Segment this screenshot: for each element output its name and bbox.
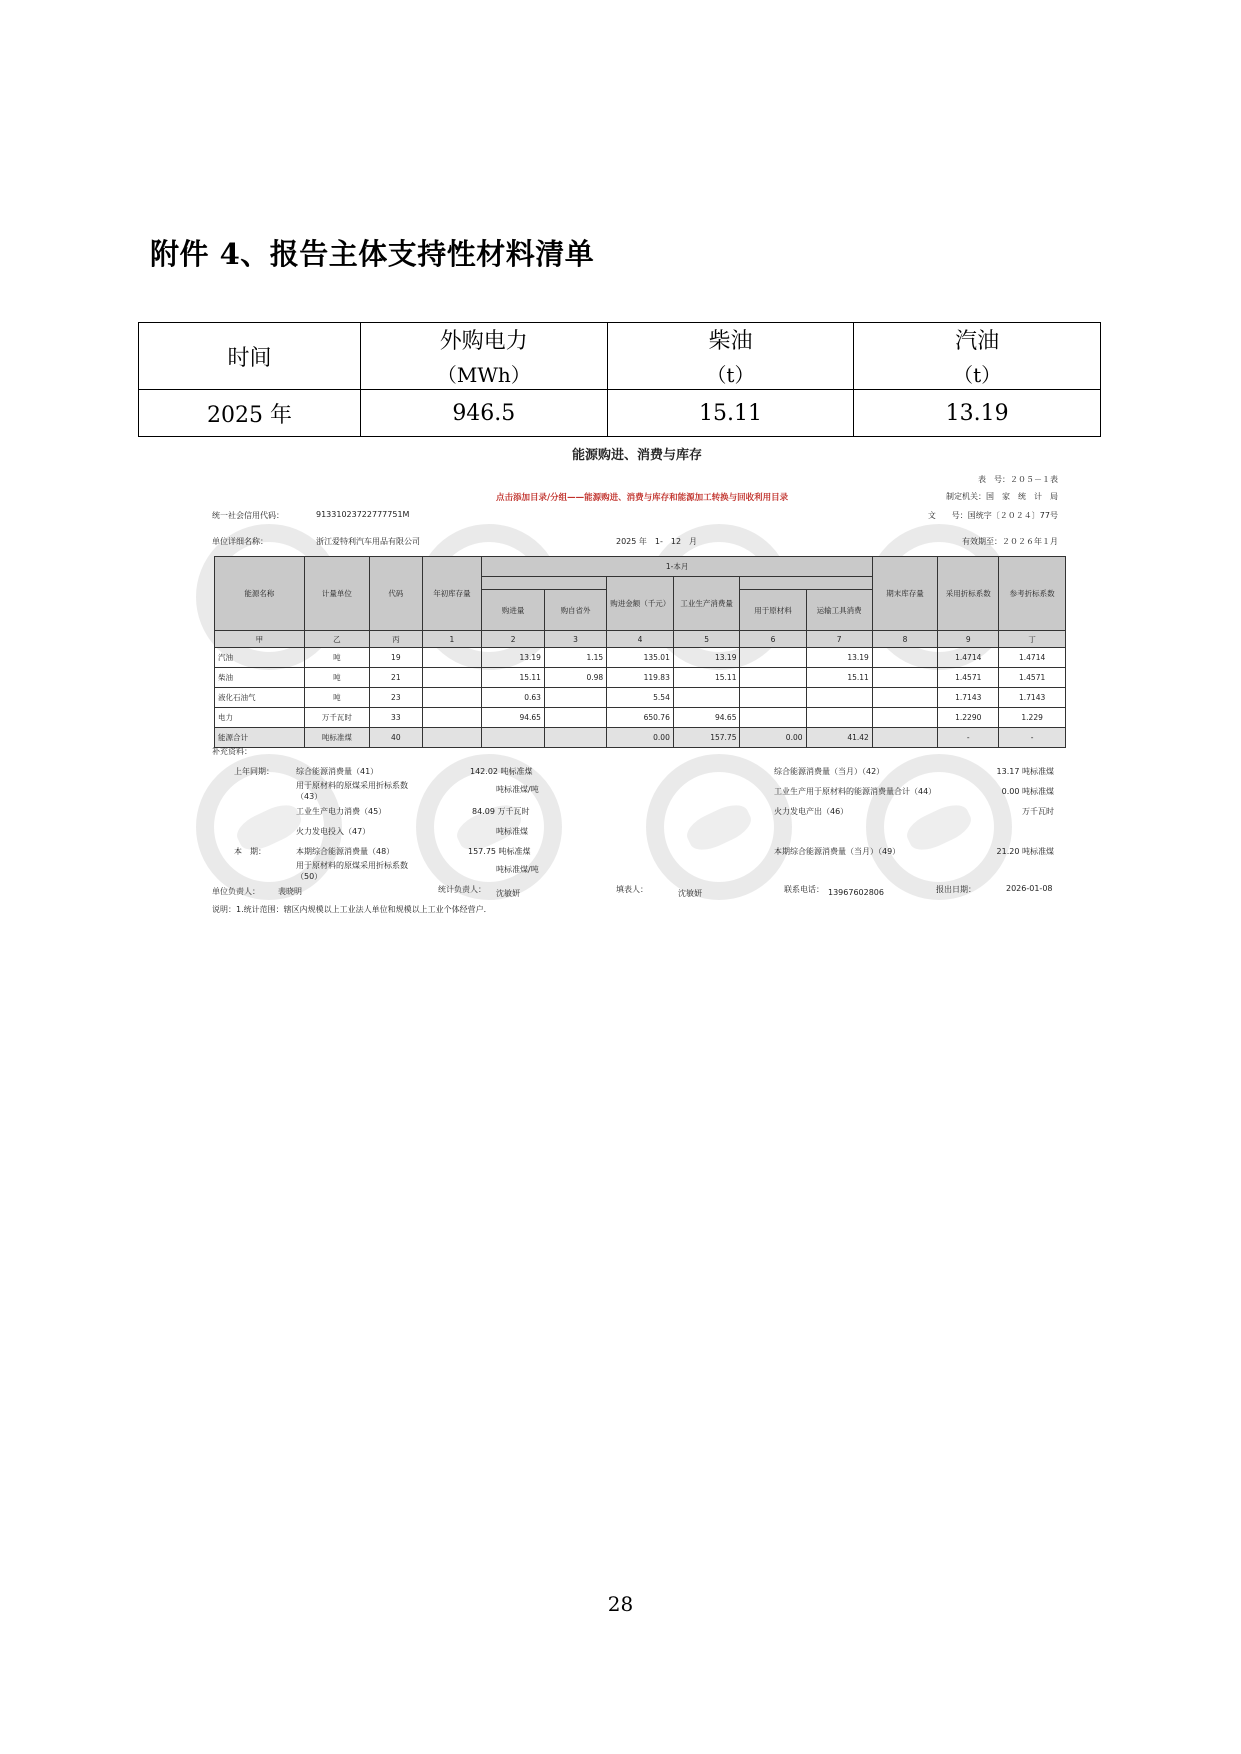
col-header: 年初库存量 <box>422 557 482 631</box>
supp-item: 本期综合能源消费量（当月）（49） <box>774 847 901 856</box>
col-header-blank <box>740 577 872 590</box>
table-row <box>215 688 1066 708</box>
footer-value: 裴晓明 <box>278 887 302 896</box>
table-cell: 1.4714 <box>999 648 1066 668</box>
table-cell: 13.19 <box>806 648 872 668</box>
table-cell: 13.19 <box>673 648 740 668</box>
table-cell: 1.4571 <box>999 668 1066 688</box>
table-cell: 1.4571 <box>938 668 999 688</box>
footer-value: 沈敏妍 <box>496 889 520 898</box>
col-header: 采用折标系数 <box>938 557 999 631</box>
col-header: 期末库存量 <box>872 557 937 631</box>
unit-value: 浙江爱特利汽车用品有限公司 <box>316 537 420 546</box>
index-cell: 2 <box>482 631 545 648</box>
table-cell: 吨 <box>304 668 369 688</box>
table-cell: 0.00 <box>607 728 674 748</box>
table-cell: 0.63 <box>482 688 545 708</box>
supp-value: 84.09 万千瓦时 <box>472 807 530 816</box>
supp-item: 综合能源消费量（41） <box>296 767 379 776</box>
table-cell <box>740 708 806 728</box>
table-row <box>215 668 1066 688</box>
report-period: 2025 年 1- 12 月 <box>616 537 698 546</box>
table-cell: 液化石油气 <box>215 688 305 708</box>
table-cell: 21 <box>370 668 422 688</box>
supp-value: 吨标准煤/吨 <box>496 785 539 794</box>
table-cell: 41.42 <box>806 728 872 748</box>
last-year-label: 上年同期： <box>234 767 274 776</box>
supp-value: 13.17 吨标准煤 <box>996 767 1054 776</box>
summary-header-diesel: 柴油 （t） <box>607 323 854 390</box>
supp-value: 0.00 吨标准煤 <box>1001 787 1054 796</box>
index-cell: 3 <box>544 631 606 648</box>
table-cell: 能源合计 <box>215 728 305 748</box>
table-cell: 650.76 <box>607 708 674 728</box>
supp-item: 用于原材料的原煤采用折标系数（50） <box>296 861 408 881</box>
table-cell: 0.98 <box>544 668 606 688</box>
summary-header-time: 时间 <box>139 323 361 390</box>
supp-value: 21.20 吨标准煤 <box>996 847 1054 856</box>
col-header: 运输工具消费 <box>806 590 872 631</box>
table-cell: 33 <box>370 708 422 728</box>
table-cell <box>422 668 482 688</box>
form-subtitle: 点击添加目录/分组——能源购进、消费与库存和能源加工转换与回收利用目录 <box>496 493 789 503</box>
table-cell: 5.54 <box>607 688 674 708</box>
col-header: 参考折标系数 <box>999 557 1066 631</box>
table-cell: 吨标准煤 <box>304 728 369 748</box>
index-cell: 1 <box>422 631 482 648</box>
form-note: 说明：1.统计范围：辖区内规模以上工业法人单位和规模以上工业个体经营户． <box>212 905 492 914</box>
table-cell: 汽油 <box>215 648 305 668</box>
footer-value: 2026-01-08 <box>1006 884 1053 893</box>
table-row <box>215 708 1066 728</box>
form-title: 能源购进、消费与库存 <box>571 448 702 463</box>
table-cell: 94.65 <box>673 708 740 728</box>
col-header: 计量单位 <box>304 557 369 631</box>
table-cell: 0.00 <box>740 728 806 748</box>
table-cell: 1.7143 <box>938 688 999 708</box>
index-cell: 9 <box>938 631 999 648</box>
supp-value: 吨标准煤/吨 <box>496 865 539 874</box>
summary-table <box>138 322 1101 437</box>
table-cell: 40 <box>370 728 422 748</box>
table-cell <box>872 688 937 708</box>
col-header-group: 1-本月 <box>482 557 872 577</box>
form-table-no: 表 号：２０５－１表 <box>978 475 1058 484</box>
supp-item: 工业生产电力消费（45） <box>296 807 387 816</box>
summary-header-gasoline: 汽油 （t） <box>854 323 1101 390</box>
index-cell: 6 <box>740 631 806 648</box>
col-header: 代码 <box>370 557 422 631</box>
table-cell: 13.19 <box>482 648 545 668</box>
table-cell: 15.11 <box>806 668 872 688</box>
summary-cell-electricity: 946.5 <box>360 390 607 437</box>
table-cell <box>806 688 872 708</box>
supp-item: 本期综合能源消费量（48） <box>296 847 395 856</box>
page-number: 28 <box>607 1592 634 1616</box>
col-header-blank <box>482 577 607 590</box>
table-cell <box>482 728 545 748</box>
energy-report-form <box>206 444 1068 964</box>
col-header: 能源名称 <box>215 557 305 631</box>
col-header: 工业生产消费量 <box>673 577 740 631</box>
supp-value: 142.02 吨标准煤 <box>470 767 533 776</box>
table-cell <box>422 648 482 668</box>
index-cell: 7 <box>806 631 872 648</box>
footer-label: 联系电话： <box>784 885 824 894</box>
table-cell: 万千瓦时 <box>304 708 369 728</box>
form-authority: 制定机关：国 家 统 计 局 <box>946 492 1058 501</box>
table-cell <box>806 708 872 728</box>
supp-value: 157.75 吨标准煤 <box>468 847 531 856</box>
watermark <box>646 754 792 900</box>
table-cell <box>422 728 482 748</box>
supp-item: 综合能源消费量（当月）（42） <box>774 767 885 776</box>
supp-item: 火力发电产出（46） <box>774 807 849 816</box>
table-cell: 1.2290 <box>938 708 999 728</box>
footer-label: 统计负责人： <box>438 885 486 894</box>
table-cell <box>740 668 806 688</box>
index-cell: 5 <box>673 631 740 648</box>
table-cell <box>544 708 606 728</box>
this-period-label: 本 期： <box>234 847 266 856</box>
table-cell: 1.7143 <box>999 688 1066 708</box>
supplement-label: 补充资料： <box>212 747 252 756</box>
summary-cell-year: 2025 年 <box>139 390 361 437</box>
table-cell: 19 <box>370 648 422 668</box>
col-header: 购进量 <box>482 590 545 631</box>
form-doc-no: 文 号：国统字〔２０２４〕77号 <box>927 511 1058 520</box>
table-cell: 119.83 <box>607 668 674 688</box>
supp-value: 万千瓦时 <box>1022 807 1054 816</box>
col-header: 用于原材料 <box>740 590 806 631</box>
supp-item: 工业生产用于原材料的能源消费量合计（44） <box>774 787 937 796</box>
summary-cell-gasoline: 13.19 <box>854 390 1101 437</box>
table-cell <box>740 688 806 708</box>
table-cell <box>872 668 937 688</box>
table-cell: 23 <box>370 688 422 708</box>
watermark <box>866 754 1012 900</box>
table-cell <box>544 728 606 748</box>
form-valid: 有效期至：２０２６年１月 <box>962 537 1058 546</box>
table-cell: 柴油 <box>215 668 305 688</box>
table-cell: 135.01 <box>607 648 674 668</box>
footer-label: 单位负责人： <box>212 887 260 896</box>
table-cell <box>872 708 937 728</box>
table-cell: 157.75 <box>673 728 740 748</box>
summary-header-electricity: 外购电力 （MWh） <box>360 323 607 390</box>
index-cell: 丁 <box>999 631 1066 648</box>
table-cell: - <box>999 728 1066 748</box>
supp-item: 火力发电投入（47） <box>296 827 371 836</box>
table-row <box>215 728 1066 748</box>
table-cell: 94.65 <box>482 708 545 728</box>
footer-label: 填表人： <box>616 885 648 894</box>
index-cell: 4 <box>607 631 674 648</box>
table-cell: 15.11 <box>673 668 740 688</box>
table-cell: 1.229 <box>999 708 1066 728</box>
unit-label: 单位详细名称： <box>212 537 268 546</box>
summary-cell-diesel: 15.11 <box>607 390 854 437</box>
table-cell <box>544 688 606 708</box>
index-cell: 8 <box>872 631 937 648</box>
footer-value: 13967602806 <box>828 888 884 897</box>
table-cell <box>740 648 806 668</box>
index-cell: 甲 <box>215 631 305 648</box>
table-cell: 1.4714 <box>938 648 999 668</box>
index-cell: 丙 <box>370 631 422 648</box>
table-cell <box>422 688 482 708</box>
table-cell: 吨 <box>304 648 369 668</box>
supp-item: 用于原材料的原煤采用折标系数（43） <box>296 781 408 801</box>
credit-value: 91331023722777751M <box>316 510 410 519</box>
table-cell <box>872 648 937 668</box>
footer-value: 沈敏妍 <box>678 889 702 898</box>
index-row <box>215 631 1066 648</box>
col-header: 购进金额（千元） <box>607 577 674 631</box>
supp-value: 吨标准煤 <box>496 827 528 836</box>
page-heading: 附件 4、报告主体支持性材料清单 <box>150 237 595 271</box>
table-row <box>215 648 1066 668</box>
table-cell <box>422 708 482 728</box>
index-cell: 乙 <box>304 631 369 648</box>
footer-label: 报出日期： <box>936 885 976 894</box>
table-cell: 1.15 <box>544 648 606 668</box>
table-cell <box>673 688 740 708</box>
table-cell: 电力 <box>215 708 305 728</box>
table-cell: 15.11 <box>482 668 545 688</box>
table-cell: - <box>938 728 999 748</box>
table-cell <box>872 728 937 748</box>
col-header: 购自省外 <box>544 590 606 631</box>
energy-table <box>214 556 1066 748</box>
table-cell: 吨 <box>304 688 369 708</box>
credit-label: 统一社会信用代码： <box>212 511 284 520</box>
